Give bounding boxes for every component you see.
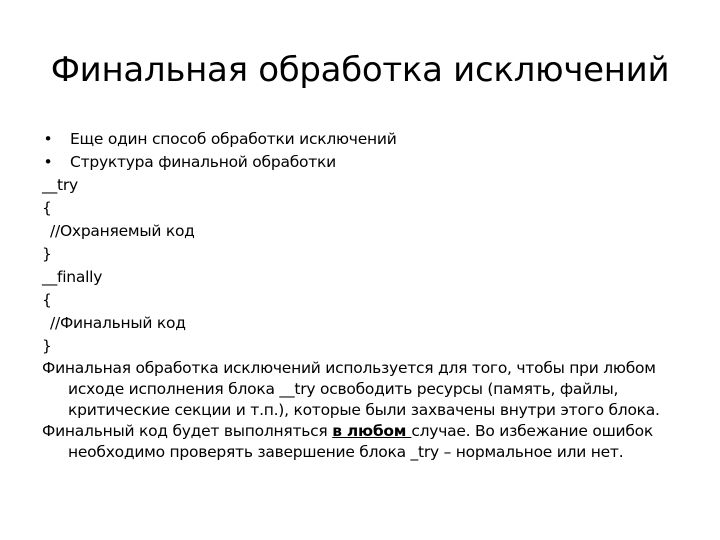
paragraph-finally-execution <box>42 421 682 463</box>
code-finally: __finally <box>42 268 103 286</box>
emphasis-text: в любом <box>332 422 412 440</box>
bullet-text: Еще один способ обработки исключений <box>70 130 397 148</box>
code-protected-comment: //Охраняемый код <box>50 222 195 240</box>
bullet-item <box>42 151 682 174</box>
code-close-brace: } <box>42 337 52 355</box>
code-open-brace: { <box>42 199 52 217</box>
paragraph-finally-purpose: Финальная обработка исключений используется для того, чтобы при любом исходе исполнения блока __try освободить ресурсы (память, файлы, критические секции и т.п.), которые были захвачены внутри этого блока. <box>42 359 660 419</box>
code-open-brace: { <box>42 291 52 309</box>
slide-content <box>42 128 682 463</box>
bullet-item <box>42 128 682 151</box>
bullet-text: Структура финальной обработки <box>70 153 336 171</box>
code-close-brace: } <box>42 245 52 263</box>
bullet-dot-icon: • <box>43 153 53 171</box>
paragraph-text: случае. Во избежание ошибок необходимо проверять завершение блока _try – нормальное или нет. <box>68 422 653 461</box>
code-try: __try <box>42 176 78 194</box>
code-final-comment: //Финальный код <box>50 314 186 332</box>
bullet-dot-icon: • <box>43 130 53 148</box>
slide-title: Финальная обработка исключений <box>50 50 670 90</box>
paragraph-text: Финальный код будет выполняться <box>42 422 333 440</box>
